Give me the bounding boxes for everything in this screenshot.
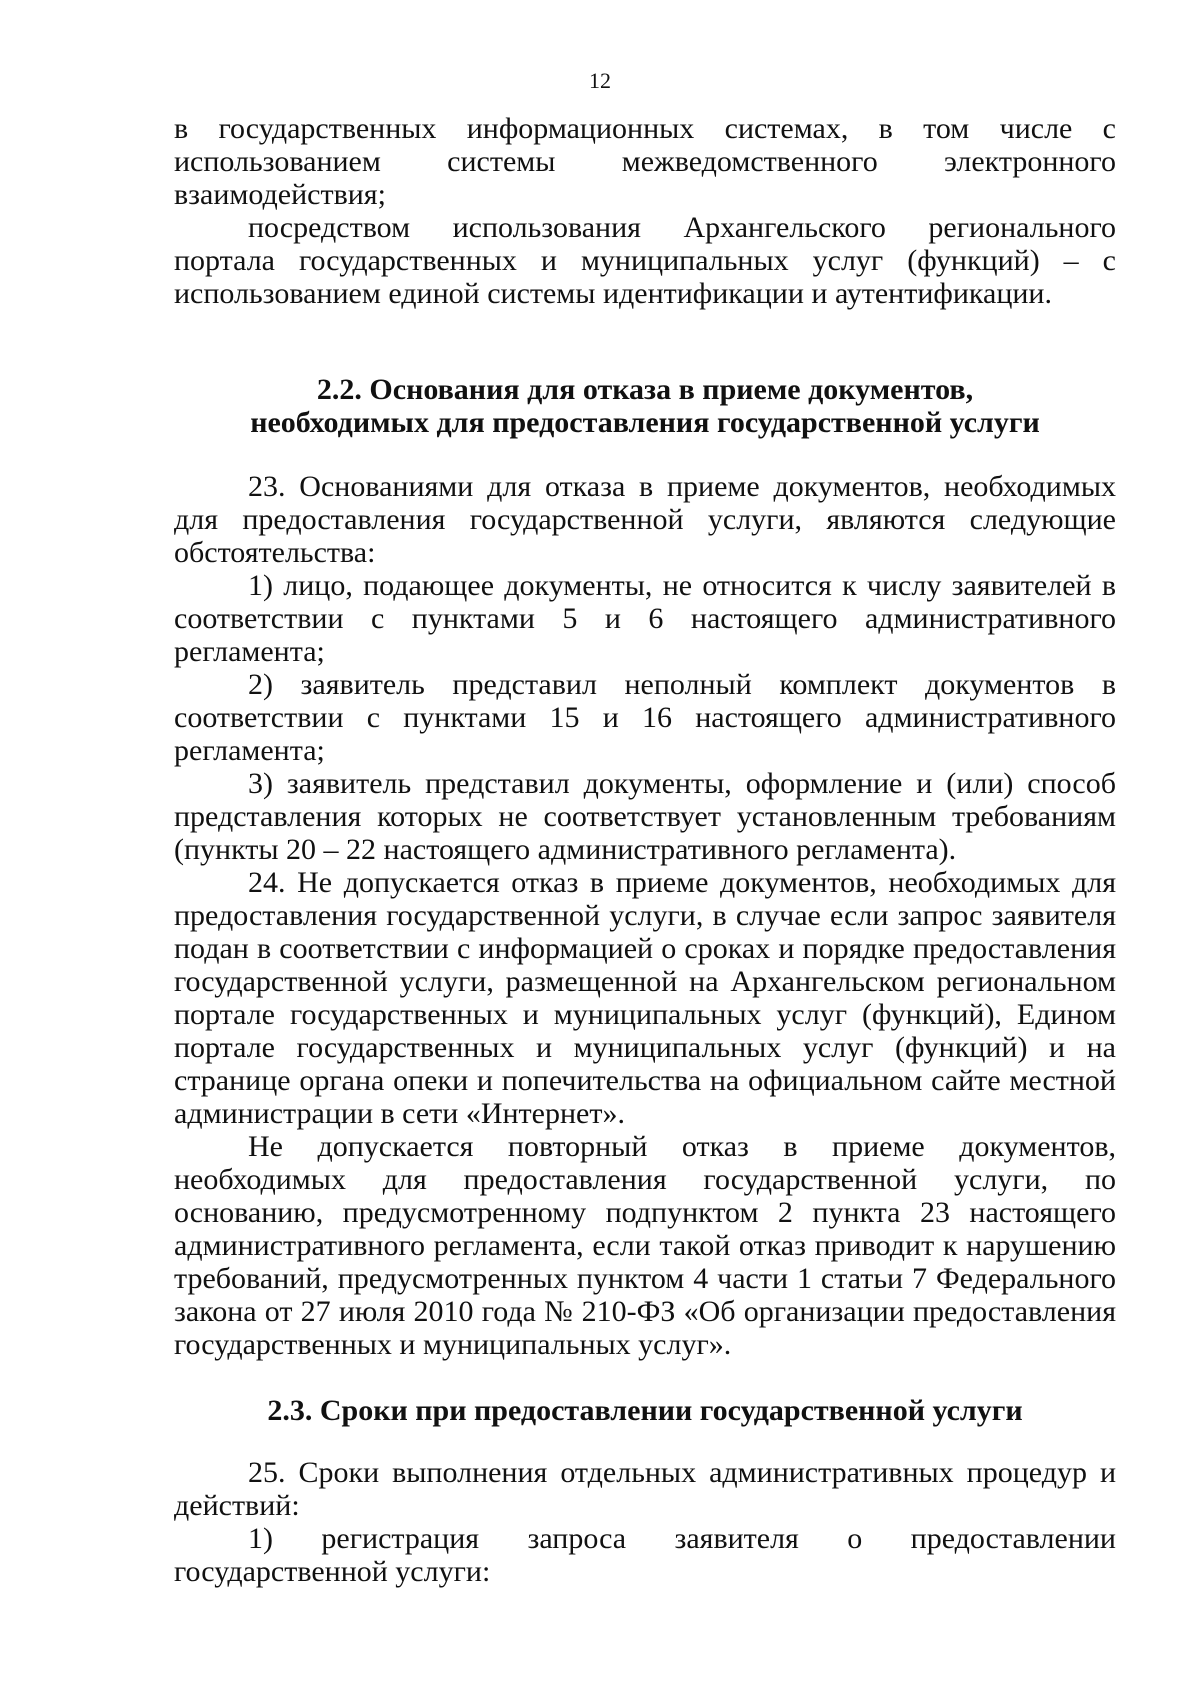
section-2-3-title: 2.3. Сроки при предоставлении государственной услуги [267,1394,1023,1427]
paragraph-24: 24. Не допускается отказ в приеме документов, необходимых для предоставления государственной услуги, в случае если запрос заявителя подан в соответствии с информацией о сроках и порядке предоставления государственной услуги, размещенной на Архангельском региональном портале государственных и муниципальных услуг (функций), Едином портале государственных и муниципальных услуг (функций) и на странице органа опеки и попечительства на официальном сайте местной администрации в сети «Интернет». [174,866,1116,1130]
paragraph-24-repeat-refusal: Не допускается повторный отказ в приеме документов, необходимых для предоставления государственной услуги, по основанию, предусмотренному подпунктом 2 пункта 23 настоящего административного регламента, если такой отказ приводит к нарушению требований, предусмотренных пунктом 4 части 1 статьи 7 Федерального закона от 27 июля 2010 года № 210-ФЗ «Об организации предоставления государственных и муниципальных услуг». [174,1130,1116,1361]
paragraph-23: 23. Основаниями для отказа в приеме документов, необходимых для предоставления государственной услуги, являются следующие обстоятельства: [174,470,1116,569]
section-2-2-title-line2: необходимых для предоставления государственной услуги [250,406,1040,439]
paragraph-25-item-1: 1) регистрация запроса заявителя о предоставлении государственной услуги: [174,1522,1116,1588]
paragraph-23-item-3: 3) заявитель представил документы, оформление и (или) способ представления которых не соответствует установленным требованиям (пункты 20 – 22 настоящего административного регламента). [174,767,1116,866]
paragraph-23-item-1: 1) лицо, подающее документы, не относится к числу заявителей в соответствии с пунктами 5 и 6 настоящего административного регламента; [174,569,1116,668]
paragraph-25: 25. Сроки выполнения отдельных административных процедур и действий: [174,1456,1116,1522]
paragraph-portal: посредством использования Архангельского регионального портала государственных и муниципальных услуг (функций) – с использованием единой системы идентификации и аутентификации. [174,211,1116,310]
page-number: 12 [589,68,611,93]
paragraph-continuation: в государственных информационных системах, в том числе с использованием системы межведомственного электронного взаимодействия; [174,112,1116,211]
paragraph-23-item-2: 2) заявитель представил неполный комплект документов в соответствии с пунктами 15 и 16 настоящего административного регламента; [174,668,1116,767]
section-2-2-title-line1: 2.2. Основания для отказа в приеме документов, [316,373,974,406]
document-body [174,112,1116,1588]
